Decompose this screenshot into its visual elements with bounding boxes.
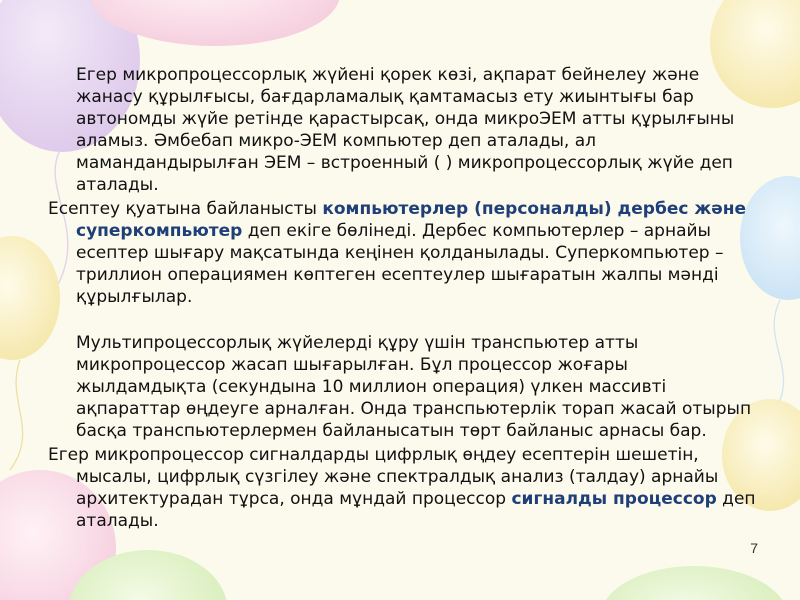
paragraph-2-before: Есептеу қуатына байланысты — [48, 199, 323, 219]
paragraph-3-text: Мультипроцессорлық жүйелерді құру үшін транспьютер атты микропроцессор жасап шығарылған. Бұл процессор жоғары жылдамдықта (секундына 10 миллион операция) үлкен массивті ақпараттар өңдеуге арналған. Онда транспьютерлік торап жасай отырып басқа транспьютерлермен байланысатын төрт байланыс арнасы бар. — [76, 333, 752, 441]
paragraph-2-after: деп екіге бөлінеді. Дербес компьютерлер – арнайы есептер шығару мақсатында кеңінен қолданылады. Суперкомпьютер – триллион операциямен көптеген есептеулер шығаратын жалпы мәнді құрылғылар. — [76, 221, 724, 307]
paragraph-4-after: деп аталады. — [76, 489, 756, 531]
paragraph-microcomputer — [48, 42, 756, 196]
paragraph-1-text: Егер микропроцессорлық жүйені қорек көзі, ақпарат бейнелеу және жанасу құрылғысы, бағдарламалық қамтамасыз ету жиынтығы бар автономды жүйе ретінде қарастырсақ, онда микроЭЕМ атты құрылғыны аламыз. Әмбебап микро-ЭЕМ компьютер деп аталады, ал мамандандырылған ЭЕМ – встроенный ( ) микропроцессорлық жүйе деп аталады. — [76, 65, 735, 195]
paragraph-signal-processor — [48, 444, 756, 532]
paragraph-4-emphasis: сигналды процессор — [511, 489, 717, 509]
paragraph-4-before: Егер микропроцессор сигналдарды цифрлық өңдеу есептерін шешетін, мысалы, цифрлық сүзгілеу және спектралдық анализ (талдау) арнайы архитектурадан тұрса, онда мұндай процессор — [48, 445, 719, 509]
slide-body — [48, 42, 756, 534]
paragraph-computer-types — [48, 198, 756, 308]
page-number: 7 — [750, 540, 758, 556]
paragraph-2-emphasis: компьютерлер (персоналды) дербес және суперкомпьютер — [76, 199, 747, 241]
paragraph-transputer — [48, 310, 756, 442]
